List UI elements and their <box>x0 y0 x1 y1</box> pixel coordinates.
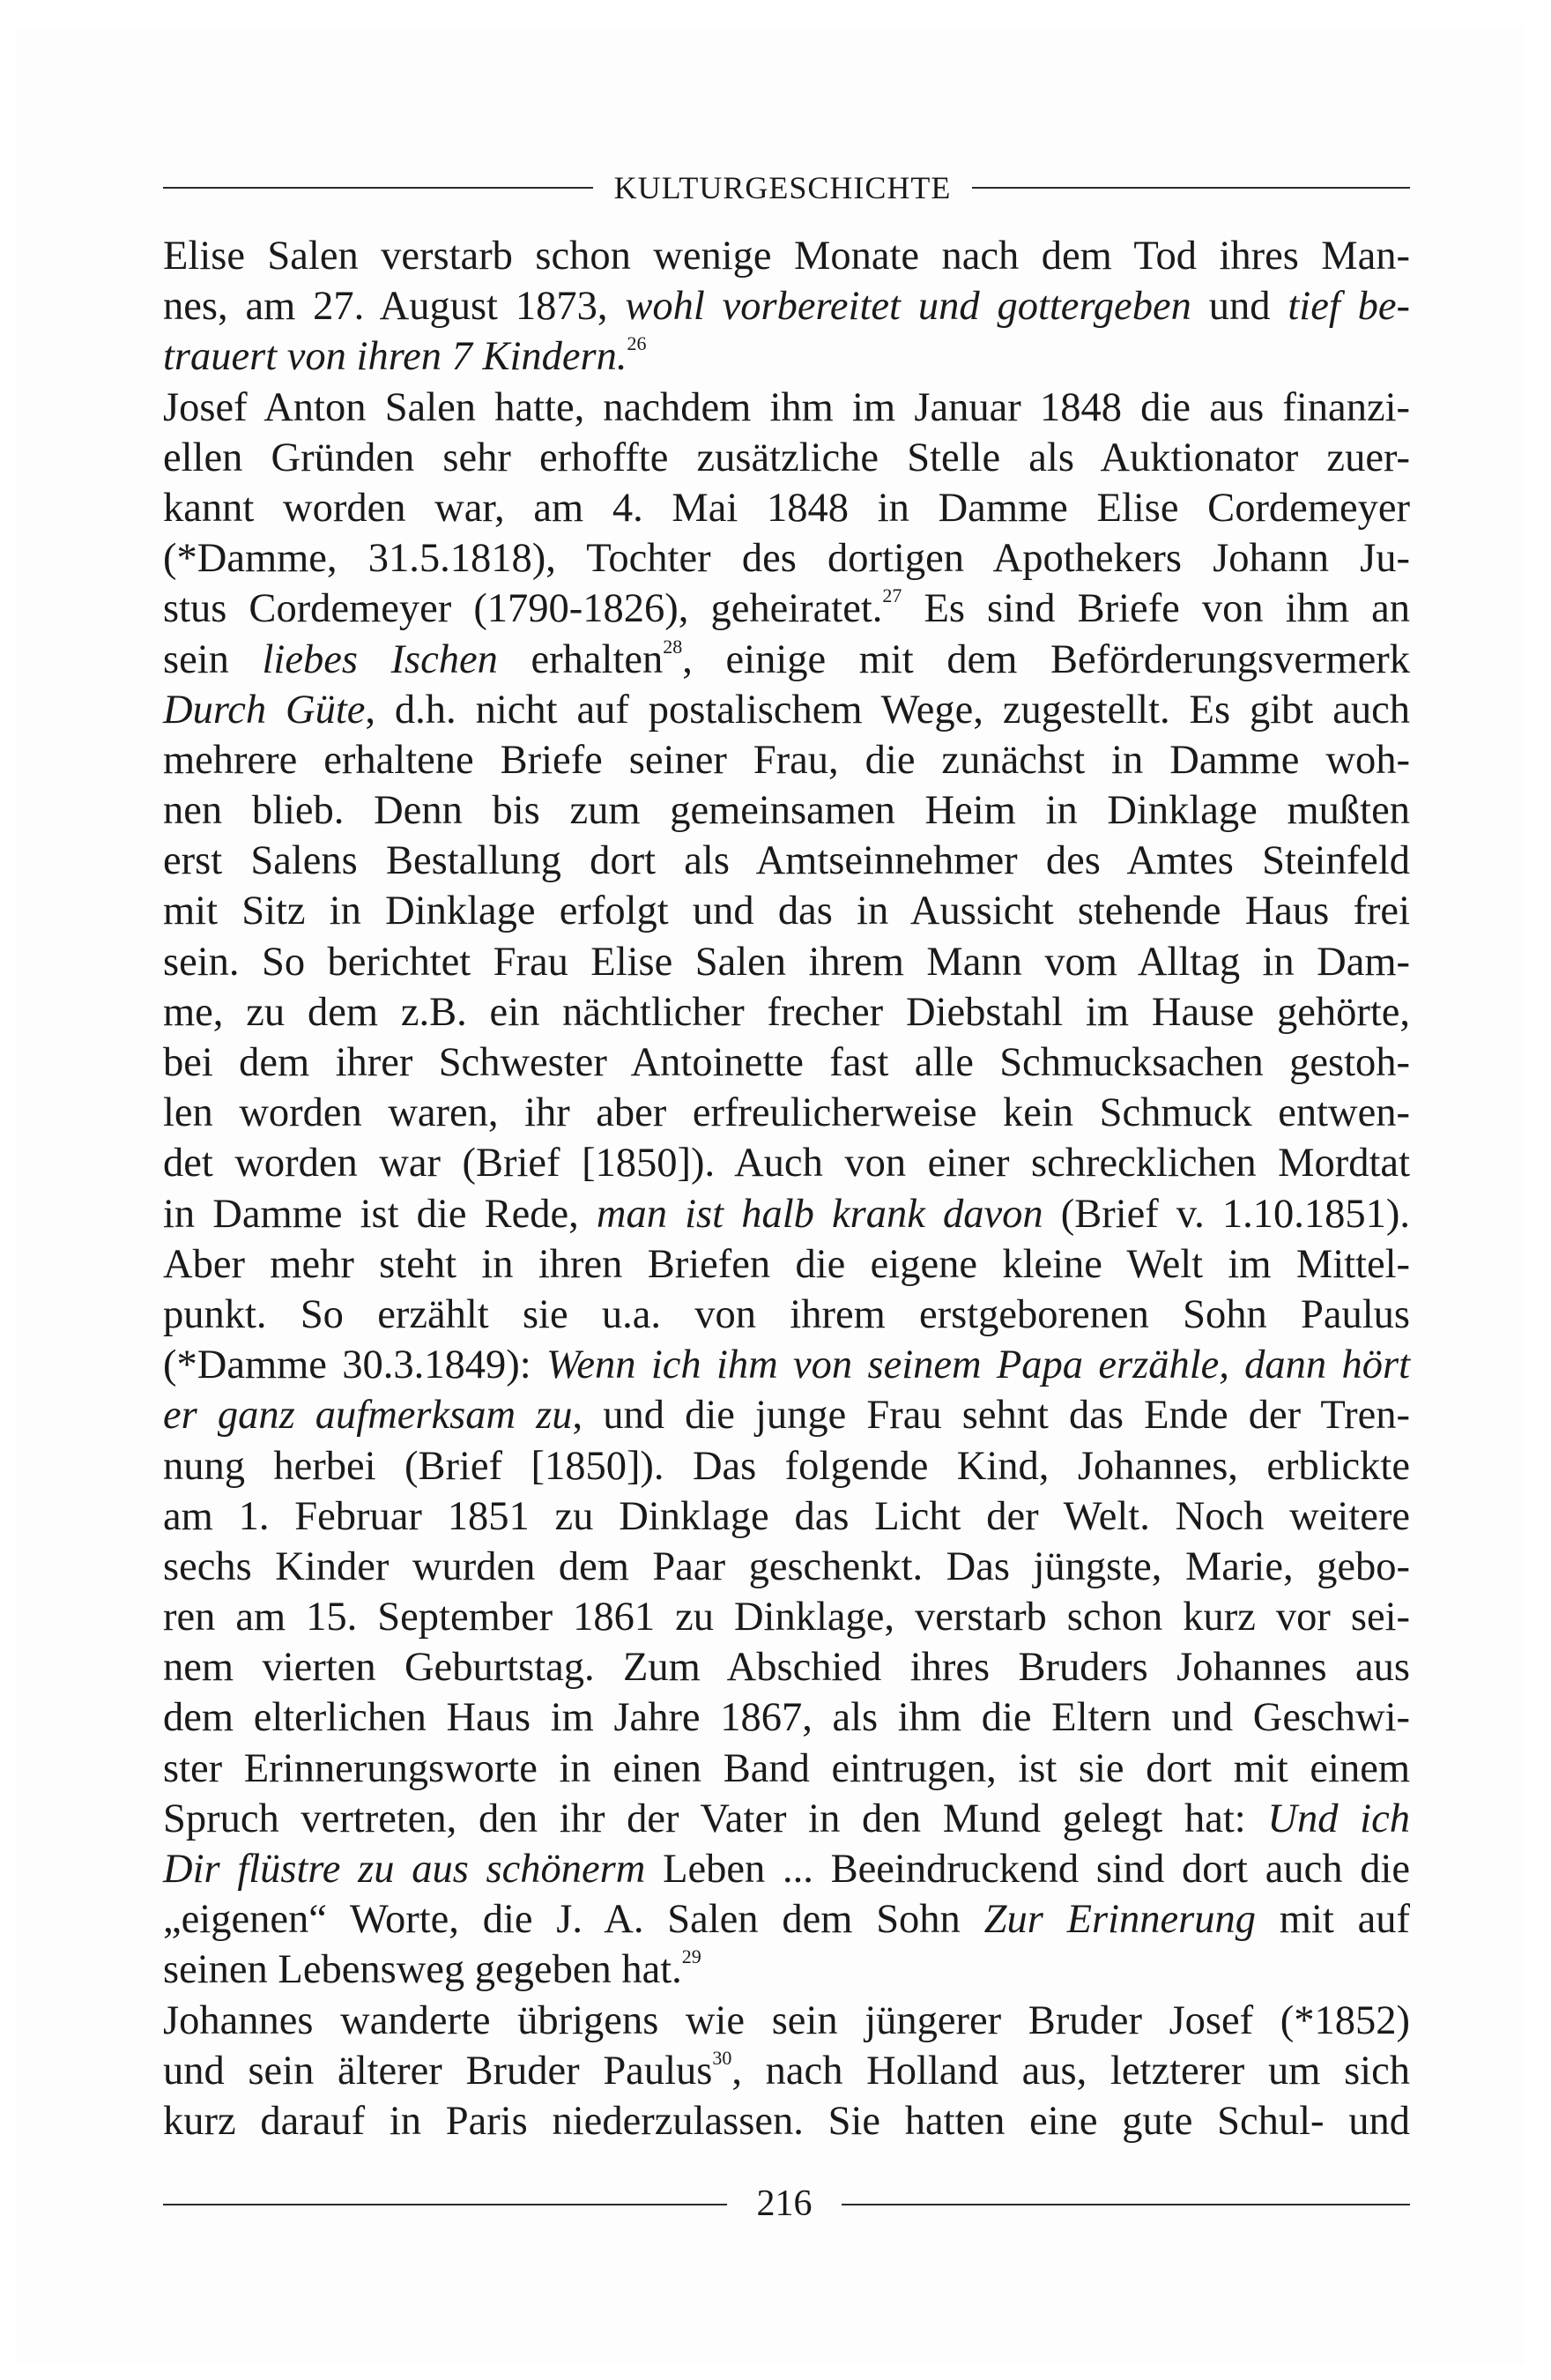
text-span: , einige mit dem Beförderungsvermerk <box>682 636 1410 682</box>
text-line <box>163 836 1410 886</box>
italic-text: trauert von ihren 7 Kindern. <box>163 334 627 380</box>
text-span: sein <box>163 636 263 682</box>
text-line <box>163 1592 1410 1642</box>
text-span: sechs Kinder wurden dem Paar geschenkt. Das jüngste, Marie, gebo- <box>163 1543 1410 1589</box>
text-line <box>163 1290 1410 1340</box>
text-span: ellen Gründen sehr erhoffte zusätzliche Stelle als Auktionator zuer- <box>163 435 1410 480</box>
text-span: me, zu dem z.B. ein nächtlicher frecher Diebstahl im Hause gehörte, <box>163 989 1410 1035</box>
page-footer <box>163 2177 1410 2230</box>
text-line <box>163 1138 1410 1188</box>
text-span: det worden war (Brief [1850]). Auch von einer schrecklichen Mordtat <box>163 1141 1410 1186</box>
text-line <box>163 1038 1410 1088</box>
text-span: ren am 15. September 1861 zu Dinklage, verstarb schon kurz vor sei- <box>163 1595 1410 1640</box>
text-line <box>163 1744 1410 1794</box>
text-line <box>163 281 1410 331</box>
text-span: mit auf <box>1256 1897 1410 1943</box>
text-line <box>163 685 1410 735</box>
text-line <box>163 735 1410 785</box>
running-title: KULTURGESCHICHTE <box>613 170 952 205</box>
text-line <box>163 1189 1410 1239</box>
footnote-marker: 29 <box>681 1945 701 1968</box>
text-span: mit Sitz in Dinklage erfolgt und das in Aussicht stehende Haus frei <box>163 889 1410 934</box>
text-span: kannt worden war, am 4. Mai 1848 in Damme Elise Cordemeyer <box>163 485 1410 531</box>
text-line <box>163 987 1410 1038</box>
text-span: und sein älterer Bruder Paulus <box>163 2048 713 2094</box>
text-span: , d.h. nicht auf postalischem Wege, zugestellt. Es gibt auch <box>365 687 1410 733</box>
text-span: punkt. So erzählt sie u.a. von ihrem erstgeborenen Sohn Paulus <box>163 1291 1410 1337</box>
text-line <box>163 1441 1410 1491</box>
text-span: , und die junge Frau sehnt das Ende der Tren- <box>572 1393 1410 1439</box>
text-line <box>163 1894 1410 1945</box>
italic-text: Wenn ich ihm von seinem Papa erzähle, dann hört <box>545 1342 1410 1388</box>
text-span: Elise Salen verstarb schon wenige Monate nach dem Tod ihres Man- <box>163 234 1410 279</box>
text-span: am 1. Februar 1851 zu Dinklage das Licht der Welt. Noch weitere <box>163 1493 1410 1539</box>
footnote-marker: 30 <box>712 2046 732 2069</box>
body-text <box>163 231 1410 2146</box>
text-span: Aber mehr steht in ihren Briefen die eigene kleine Welt im Mittel- <box>163 1241 1410 1287</box>
header-rule-left <box>163 187 593 189</box>
running-header <box>163 167 1410 212</box>
text-span: dem elterlichen Haus im Jahre 1867, als ihm die Eltern und Geschwi- <box>163 1695 1410 1741</box>
text-line <box>163 2046 1410 2096</box>
text-line <box>163 635 1410 685</box>
text-span: kurz darauf in Paris niederzulassen. Sie hatten eine gute Schul- und <box>163 2098 1410 2144</box>
text-line <box>163 1340 1410 1390</box>
footnote-marker: 28 <box>663 635 683 658</box>
text-span: Josef Anton Salen hatte, nachdem ihm im Januar 1848 die aus finanzi- <box>163 384 1410 430</box>
text-line <box>163 1239 1410 1290</box>
text-line <box>163 1692 1410 1743</box>
text-span: in Damme ist die Rede, <box>163 1191 597 1237</box>
text-span: Es sind Briefe von ihm an <box>902 586 1410 632</box>
text-line <box>163 1945 1410 1995</box>
text-line <box>163 483 1410 533</box>
text-span: und <box>1191 284 1288 330</box>
text-span: Spruch vertreten, den ihr der Vater in den Mund gelegt hat: <box>163 1796 1268 1841</box>
text-line <box>163 1996 1410 2046</box>
text-span: bei dem ihrer Schwester Antoinette fast alle Schmucksachen gestoh- <box>163 1040 1410 1085</box>
italic-text: wohl vorbereitet und gottergeben <box>625 284 1191 330</box>
text-span: stus Cordemeyer (1790-1826), geheiratet. <box>163 586 883 632</box>
text-span: nung herbei (Brief [1850]). Das folgende Kind, Johannes, erblickte <box>163 1443 1410 1489</box>
text-line <box>163 433 1410 483</box>
text-span: sein. So berichtet Frau Elise Salen ihrem Mann vom Alltag in Dam- <box>163 939 1410 985</box>
italic-text: Und ich <box>1267 1796 1410 1841</box>
text-span: Leben ... Beeindruckend sind dort auch die <box>645 1847 1411 1892</box>
text-span: ster Erinnerungsworte in einen Band eintrugen, ist sie dort mit einem <box>163 1745 1410 1791</box>
page-number: 216 <box>756 2183 813 2224</box>
italic-text: liebes Ischen <box>262 636 498 682</box>
text-line <box>163 1642 1410 1692</box>
text-span: erst Salens Bestallung dort als Amtseinnehmer des Amtes Steinfeld <box>163 838 1410 884</box>
text-span: seinen Lebensweg gegeben hat. <box>163 1947 682 1993</box>
italic-text: tief be- <box>1288 284 1411 330</box>
text-line <box>163 1088 1410 1138</box>
header-rule-right <box>972 187 1410 189</box>
text-line <box>163 886 1410 936</box>
text-line <box>163 533 1410 584</box>
text-line <box>163 231 1410 281</box>
text-span: (Brief v. 1.10.1851). <box>1043 1191 1410 1237</box>
footnote-marker: 26 <box>627 332 647 355</box>
text-span: erhalten <box>497 636 664 682</box>
text-span: (*Damme 30.3.1849): <box>163 1342 546 1388</box>
text-span: , nach Holland aus, letzterer um sich <box>731 2048 1410 2094</box>
text-span: (*Damme, 31.5.1818), Tochter des dortigen Apothekers Johann Ju- <box>163 536 1410 582</box>
footer-rule-right <box>842 2204 1410 2205</box>
text-span: Johannes wanderte übrigens wie sein jüngerer Bruder Josef (*1852) <box>163 1997 1410 2043</box>
text-line <box>163 383 1410 433</box>
text-line <box>163 584 1410 634</box>
text-line <box>163 1491 1410 1542</box>
footer-rule-left <box>163 2204 727 2205</box>
text-line <box>163 1542 1410 1592</box>
text-line <box>163 1390 1410 1440</box>
text-span: nem vierten Geburtstag. Zum Abschied ihres Bruders Johannes aus <box>163 1645 1410 1691</box>
italic-text: Zur Erinnerung <box>983 1897 1257 1943</box>
text-line <box>163 1794 1410 1844</box>
text-span: „eigenen“ Worte, die J. A. Salen dem Sohn <box>163 1897 984 1943</box>
text-line <box>163 2096 1410 2146</box>
text-line <box>163 1844 1410 1894</box>
italic-text: man ist halb krank davon <box>596 1191 1043 1237</box>
text-span: nes, am 27. August 1873, <box>163 284 626 330</box>
text-span: len worden waren, ihr aber erfreulicherweise kein Schmuck entwen- <box>163 1090 1410 1136</box>
text-span: nen blieb. Denn bis zum gemeinsamen Heim in Dinklage mußten <box>163 788 1410 834</box>
text-span: mehrere erhaltene Briefe seiner Frau, die zunächst in Damme woh- <box>163 737 1410 783</box>
footnote-marker: 27 <box>882 584 902 607</box>
text-line <box>163 937 1410 987</box>
italic-text: er ganz aufmerksam zu <box>163 1393 573 1439</box>
text-line <box>163 785 1410 836</box>
text-line <box>163 331 1410 382</box>
italic-text: Durch Güte <box>163 687 366 733</box>
italic-text: Dir flüstre zu aus schönerm <box>163 1847 646 1892</box>
